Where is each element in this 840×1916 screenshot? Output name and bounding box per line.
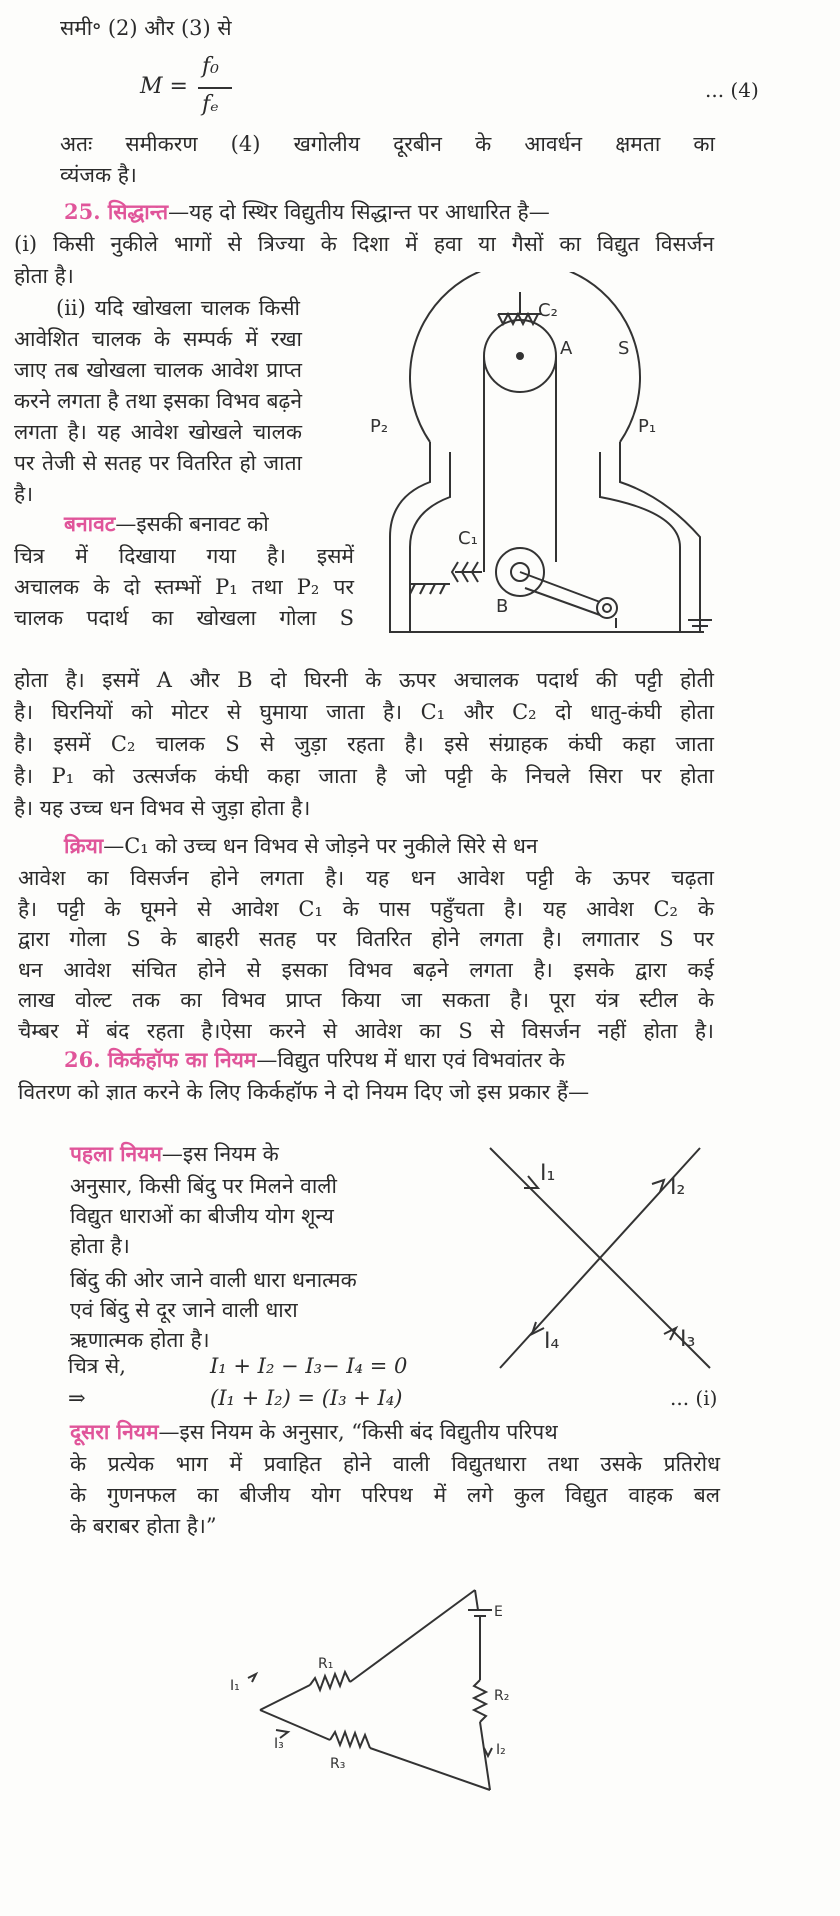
second-law-line-rest-1: के प्रत्येक भाग में प्रवाहित होने वाली विद्युतधारा तथा उसके प्रतिरोध	[70, 1452, 720, 1476]
point-ii-line-4: करने लगता है तथा इसका विभव बढ़ने	[14, 389, 302, 413]
point-ii-line-1: (ii) यदि खोखला चालक किसी	[56, 296, 300, 320]
loop-label-r2: R₂	[494, 1688, 510, 1704]
construction-heading: बनावट	[64, 511, 116, 536]
loop-label-r1: R₁	[318, 1656, 334, 1672]
construction-line-rest-2: अचालक के दो स्तम्भों P₁ तथा P₂ पर	[14, 575, 354, 599]
equation-4-denominator: fₑ	[202, 92, 219, 117]
junction-label-i2: I₂	[670, 1175, 686, 1200]
label-p1: P₁	[638, 416, 657, 437]
section-26-line2: वितरण को ज्ञात करने के लिए किर्कहॉफ ने दो नियम दिए जो इस प्रकार हैं—	[18, 1080, 590, 1104]
kirchhoff-eq-2-tag: ... (i)	[670, 1386, 718, 1410]
junction-label-i4: I₄	[544, 1329, 560, 1354]
equation-4-conclusion-line2: व्यंजक है।	[60, 163, 137, 187]
first-law-line-6: एवं बिंदु से दूर जाने वाली धारा	[70, 1298, 298, 1322]
point-ii-line-5: लगता है। यह आवेश खोखले चालक	[14, 420, 302, 444]
section-25-line1: 25. सिद्धान्त—यह दो स्थिर विद्युतीय सिद्धान्त पर आधारित है—	[64, 199, 550, 224]
construction-full-line-4: है। P₁ को उत्सर्जक कंघी कहा जाता है जो पट्टी के निचले सिरा पर होता	[14, 764, 714, 788]
construction-line-rest-3: चालक पदार्थ का खोखला गोला S	[14, 606, 354, 630]
equation-4-tag: ... (4)	[705, 78, 759, 102]
construction-line-1: बनावट—इसकी बनावट को	[64, 511, 269, 536]
implies-symbol: ⇒	[68, 1386, 86, 1410]
label-b: B	[496, 596, 509, 617]
loop-label-e: E	[494, 1604, 503, 1620]
point-ii-line-3: जाए तब खोखला चालक आवेश प्राप्त	[14, 358, 302, 382]
kirchhoff-eq-2: (I₁ + I₂) = (I₃ + I₄)	[210, 1386, 403, 1410]
construction-full-line-1: होता है। इसमें A और B दो घिरनी के ऊपर अचालक पदार्थ की पट्टी होती	[14, 668, 714, 692]
equation-4-lhs: M =	[140, 74, 188, 99]
action-heading: क्रिया	[64, 833, 104, 858]
loop-circuit-diagram	[230, 1560, 550, 1800]
section-25-line2: (i) किसी नुकीले भागों से त्रिज्या के दिशा में हवा या गैसों का विद्युत विसर्जन	[14, 232, 714, 256]
first-law-line-5: बिंदु की ओर जाने वाली धारा धनात्मक	[70, 1268, 357, 1292]
action-line-rest-3: द्वारा गोला S के बाहरी सतह पर वितरित होने लगता है। लगातार S पर	[18, 927, 714, 951]
action-line-rest-2: है। पट्टी के घूमने से आवेश C₁ के पास पहुँचता है। यह आवेश C₂ के	[18, 896, 714, 921]
construction-line-rest-1: चित्र में दिखाया गया है। इसमें	[14, 544, 354, 568]
label-c2: C₂	[538, 300, 558, 321]
intro-line: समी॰ (2) और (3) से	[60, 16, 232, 40]
action-line-rest-6: चैम्बर में बंद रहता है।ऐसा करने से आवेश का S से विसर्जन नहीं होता है।	[18, 1018, 714, 1043]
construction-full-line-3: है। इसमें C₂ चालक S से जुड़ा रहता है। इसे संग्राहक कंघी कहा जाता	[14, 732, 714, 756]
label-c1: C₁	[458, 528, 478, 549]
equation-4-numerator: f₀	[202, 54, 219, 79]
section-26-line1: 26. किर्कहॉफ का नियम—विद्युत परिपथ में धारा एवं विभवांतर के	[64, 1047, 565, 1072]
equation-4-conclusion-line1: अतः समीकरण (4) खगोलीय दूरबीन के आवर्धन क्षमता का	[60, 132, 715, 156]
action-line-rest-1: आवेश का विसर्जन होने लगता है। यह धन आवेश पट्टी के ऊपर चढ़ता	[18, 866, 714, 890]
construction-full-line-2: है। घिरनियों को मोटर से घुमाया जाता है। C₁ और C₂ दो धातु-कंघी होता	[14, 700, 714, 724]
junction-label-i1: I₁	[540, 1161, 556, 1186]
first-law-line-2: अनुसार, किसी बिंदु पर मिलने वाली	[70, 1174, 337, 1198]
kirchhoff-eq-1: I₁ + I₂ − I₃− I₄ = 0	[210, 1354, 408, 1378]
van-de-graaff-diagram	[370, 272, 715, 652]
action-line-rest-4: धन आवेश संचित होने से इसका विभव बढ़ने लगता है। इसके द्वारा कई	[18, 957, 714, 982]
first-law-line-1: पहला नियम—इस नियम के	[70, 1141, 279, 1166]
junction-label-i3: I₃	[680, 1327, 696, 1352]
second-law-line-rest-2: के गुणनफल का बीजीय योग परिपथ में लगे कुल विद्युत वाहक बल	[70, 1483, 720, 1507]
loop-label-r3: R₃	[330, 1756, 346, 1772]
point-ii-line-6: पर तेजी से सतह पर वितरित हो जाता	[14, 451, 302, 475]
eq-from-figure: चित्र से,	[68, 1354, 126, 1378]
loop-label-i3: I₃	[274, 1736, 284, 1752]
second-law-line-rest-3: के बराबर होता है।”	[70, 1514, 217, 1538]
first-law-line-3: विद्युत धाराओं का बीजीय योग शून्य	[70, 1204, 334, 1228]
second-law-heading: दूसरा नियम	[70, 1419, 159, 1444]
label-s: S	[618, 338, 630, 359]
loop-label-i1: I₁	[230, 1678, 240, 1694]
action-line-rest-5: लाख वोल्ट तक का विभव प्राप्त किया जा सकता है। पूरा यंत्र स्टील के	[18, 988, 714, 1012]
label-p2: P₂	[370, 416, 389, 437]
action-line-1: क्रिया—C₁ को उच्च धन विभव से जोड़ने पर नुकीले सिरे से धन	[64, 833, 538, 858]
point-ii-line-2: आवेशित चालक के सम्पर्क में रखा	[14, 327, 302, 351]
construction-full-line-5: है। यह उच्च धन विभव से जुड़ा होता है।	[14, 796, 311, 820]
first-law-line-4: होता है।	[70, 1234, 130, 1258]
first-law-line-7: ऋणात्मक होता है।	[70, 1328, 210, 1352]
point-ii-line-7: है।	[14, 482, 34, 506]
second-law-line-1: दूसरा नियम—इस नियम के अनुसार, “किसी बंद विद्युतीय परिपथ	[70, 1419, 558, 1444]
section-25-line3: होता है।	[14, 264, 74, 288]
section-26-heading: 26. किर्कहॉफ का नियम	[64, 1047, 257, 1072]
label-a: A	[560, 338, 573, 359]
loop-label-i2: I₂	[496, 1742, 506, 1758]
first-law-heading: पहला नियम	[70, 1141, 162, 1166]
section-25-heading: 25. सिद्धान्त	[64, 199, 169, 224]
junction-diagram	[480, 1138, 720, 1378]
